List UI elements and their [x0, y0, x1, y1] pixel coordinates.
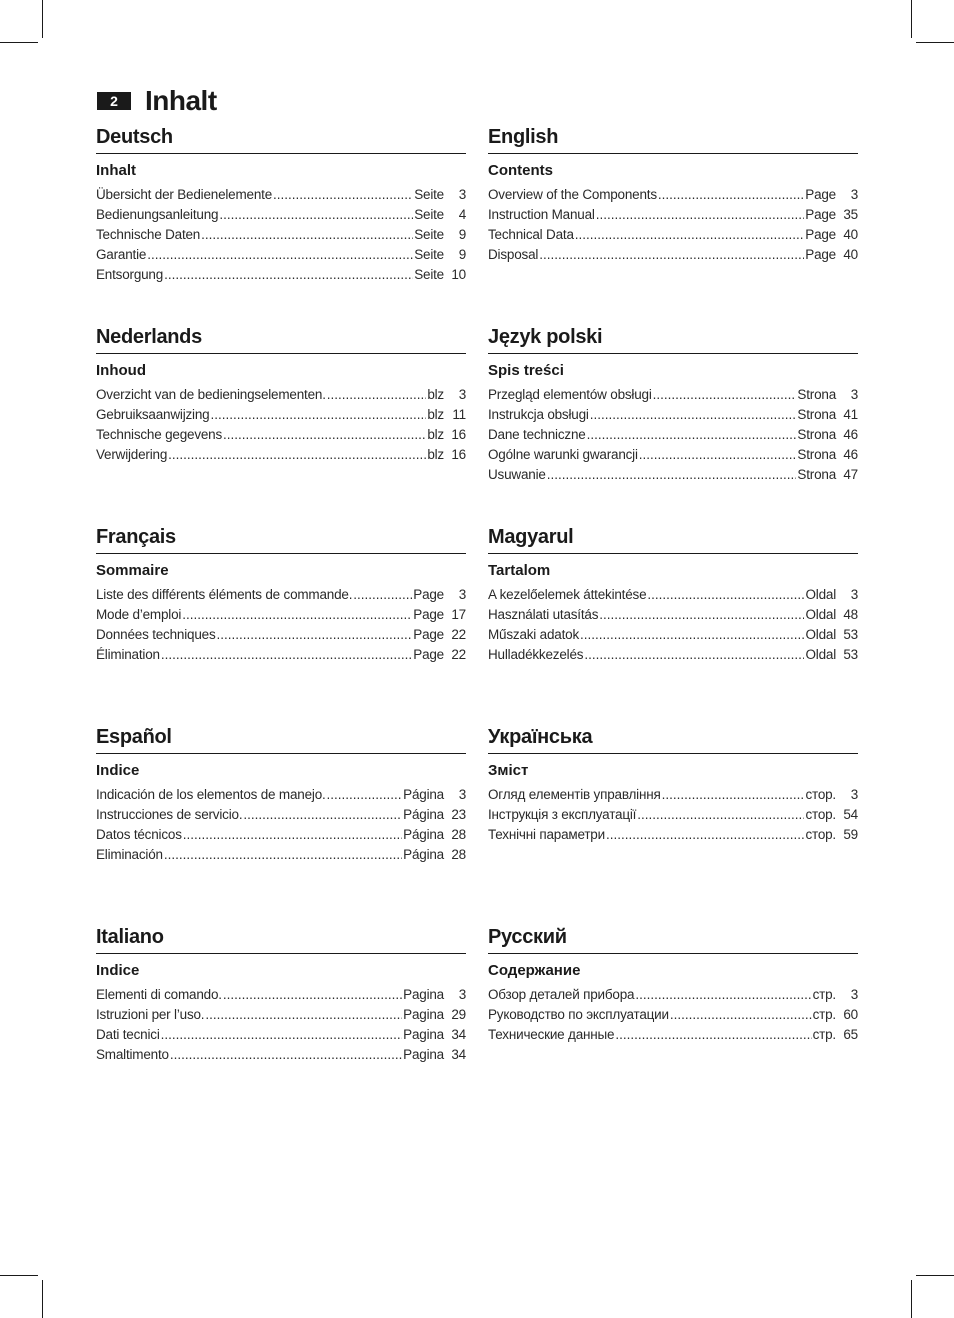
toc-entry: [96, 785, 466, 805]
toc-entry: [96, 805, 466, 825]
toc-entry-label: Műszaki adatok: [488, 627, 579, 642]
toc-entry-label: Indicación de los elementos de manejo.: [96, 787, 326, 802]
dot-leader: [670, 1005, 812, 1025]
toc-entry-label: Entsorgung: [96, 267, 164, 282]
crop-mark: [0, 1275, 38, 1276]
toc-entry: [96, 205, 466, 225]
toc-entry: [488, 205, 858, 225]
dot-leader: [547, 465, 797, 485]
toc-entry: [488, 465, 858, 485]
dot-leader: [201, 225, 413, 245]
toc-entry-page-word: стор.: [805, 807, 836, 822]
crop-mark: [42, 0, 43, 38]
toc-entry: [488, 225, 858, 245]
toc-entry-page-number: 59: [843, 827, 858, 842]
toc-entry-page-number: 3: [458, 587, 466, 602]
toc-entry-page-number: 10: [451, 267, 466, 282]
toc-entry-page-number: 3: [458, 387, 466, 402]
language-title: Українська: [488, 724, 858, 754]
toc-entry-page-number: 34: [451, 1047, 466, 1062]
toc-entry-label: Dati tecnici: [96, 1027, 160, 1042]
toc-entry-label: Руководство по эксплуатации: [488, 1007, 669, 1022]
toc-entry: [488, 825, 858, 845]
toc-entry-page-word: Pagina: [403, 987, 444, 1002]
toc-entry-label: Обзор деталей прибора: [488, 987, 635, 1002]
language-title: Język polski: [488, 324, 858, 354]
dot-leader: [183, 825, 402, 845]
toc-entry: [488, 425, 858, 445]
toc-section-espanol: [96, 724, 466, 865]
toc-entry-page-number: 28: [451, 827, 466, 842]
toc-entry-page-word: Page: [805, 207, 836, 222]
toc-entry-page-word: Page: [413, 607, 444, 622]
toc-entry-page-word: Pagina: [403, 1047, 444, 1062]
toc-entry: [96, 445, 466, 465]
language-title: Français: [96, 524, 466, 554]
dot-leader: [587, 425, 797, 445]
toc-entry: [488, 625, 858, 645]
language-title: Español: [96, 724, 466, 754]
dot-leader: [596, 205, 805, 225]
dot-leader: [353, 585, 412, 605]
toc-entry: [488, 185, 858, 205]
toc-entry-label: Eliminación: [96, 847, 163, 862]
toc-heading: Inhoud: [96, 362, 146, 379]
dot-leader: [164, 845, 402, 865]
toc-entry-label: Données techniques: [96, 627, 216, 642]
toc-entry: [96, 245, 466, 265]
dot-leader: [575, 225, 805, 245]
dot-leader: [223, 425, 426, 445]
toc-entry-page-number: 3: [850, 387, 858, 402]
dot-leader: [210, 405, 426, 425]
dot-leader: [590, 405, 797, 425]
toc-entry: [488, 445, 858, 465]
toc-entry-page-number: 16: [451, 447, 466, 462]
toc-entry-page-word: Page: [413, 647, 444, 662]
language-title: Italiano: [96, 924, 466, 954]
toc-entry-label: Dane techniczne: [488, 427, 586, 442]
toc-entry-label: Mode d’emploi: [96, 607, 182, 622]
toc-entry: [96, 825, 466, 845]
toc-entry-page-word: Pagina: [403, 1007, 444, 1022]
toc-section-francais: [96, 524, 466, 665]
toc-entry-page-number: 47: [843, 467, 858, 482]
toc-entry-page-word: blz: [427, 427, 444, 442]
toc-entry-page-number: 4: [458, 207, 466, 222]
toc-entry-page-number: 48: [843, 607, 858, 622]
toc-entry-page-word: стр.: [812, 1007, 836, 1022]
toc-entry-label: Élimination: [96, 647, 160, 662]
language-title: Magyarul: [488, 524, 858, 554]
toc-entry-page-word: Oldal: [805, 587, 836, 602]
toc-entry-page-number: 23: [451, 807, 466, 822]
toc-entry-page-number: 3: [850, 187, 858, 202]
toc-entry-page-number: 34: [451, 1027, 466, 1042]
toc-entry-page-number: 3: [458, 187, 466, 202]
toc-entry-page-number: 53: [843, 647, 858, 662]
dot-leader: [584, 645, 804, 665]
toc-section-deutsch: [96, 124, 466, 285]
dot-leader: [182, 605, 412, 625]
language-title: Deutsch: [96, 124, 466, 154]
toc-entry-page-word: Seite: [414, 227, 444, 242]
toc-entry-label: Bedienungsanleitung: [96, 207, 219, 222]
toc-entry-page-word: стр.: [812, 1027, 836, 1042]
toc-entry-page-number: 3: [458, 987, 466, 1002]
dot-leader: [161, 1025, 403, 1045]
toc-section-english: [488, 124, 858, 265]
toc-entry: [96, 1025, 466, 1045]
dot-leader: [219, 205, 413, 225]
toc-entry-label: Instruction Manual: [488, 207, 595, 222]
toc-entry-page-number: 11: [452, 407, 466, 422]
toc-entry-page-word: Page: [805, 227, 836, 242]
crop-mark: [911, 1280, 912, 1318]
toc-entry: [488, 605, 858, 625]
language-title: English: [488, 124, 858, 154]
toc-entry-page-word: Strona: [797, 447, 836, 462]
toc-entry-page-word: Pagina: [403, 1027, 444, 1042]
toc-entry: [96, 1005, 466, 1025]
dot-leader: [170, 1045, 402, 1065]
toc-entry-label: Disposal: [488, 247, 539, 262]
toc-entry-label: Übersicht der Bedienelemente: [96, 187, 273, 202]
toc-heading: Tartalom: [488, 562, 551, 579]
toc-entry-page-word: Oldal: [805, 647, 836, 662]
toc-entry: [488, 385, 858, 405]
toc-entry: [488, 1025, 858, 1045]
toc-entry-page-number: 3: [850, 787, 858, 802]
toc-heading: Indice: [96, 762, 140, 779]
toc-entry-page-number: 17: [451, 607, 466, 622]
toc-entry-page-number: 3: [850, 587, 858, 602]
toc-entry-page-number: 3: [850, 987, 858, 1002]
toc-entry-page-number: 53: [843, 627, 858, 642]
toc-section-russian: [488, 924, 858, 1045]
toc-entry-label: Smaltimento: [96, 1047, 169, 1062]
toc-entry-page-word: Strona: [797, 427, 836, 442]
dot-leader: [164, 265, 413, 285]
toc-entry-label: Technische Daten: [96, 227, 201, 242]
page-title: Inhalt: [145, 85, 217, 116]
toc-entry-label: Огляд елементів управління: [488, 787, 661, 802]
toc-heading: Содержание: [488, 962, 581, 979]
toc-entry-page-number: 46: [843, 447, 858, 462]
toc-entry-page-word: Page: [413, 587, 444, 602]
toc-entry: [96, 585, 466, 605]
dot-leader: [658, 185, 804, 205]
toc-entry-page-number: 9: [458, 227, 466, 242]
dot-leader: [273, 185, 413, 205]
language-title: Nederlands: [96, 324, 466, 354]
toc-entry: [488, 985, 858, 1005]
toc-entry: [96, 985, 466, 1005]
dot-leader: [168, 445, 426, 465]
toc-entry-label: Usuwanie: [488, 467, 546, 482]
toc-entry-page-word: blz: [427, 447, 444, 462]
toc-entry-page-word: стор.: [805, 787, 836, 802]
toc-entry-label: Hulladékkezelés: [488, 647, 584, 662]
toc-entry-label: Elementi di comando.: [96, 987, 222, 1002]
toc-entry: [96, 225, 466, 245]
dot-leader: [647, 585, 804, 605]
toc-entry-page-word: Strona: [797, 387, 836, 402]
toc-entry: [488, 645, 858, 665]
toc-entry-page-word: Seite: [414, 207, 444, 222]
toc-section-ukrainian: [488, 724, 858, 845]
dot-leader: [327, 785, 403, 805]
crop-mark: [916, 42, 954, 43]
toc-entry-label: Használati utasítás: [488, 607, 599, 622]
toc-entry-label: Overview of the Components: [488, 187, 657, 202]
toc-entry: [96, 645, 466, 665]
dot-leader: [639, 445, 797, 465]
dot-leader: [615, 1025, 811, 1045]
toc-entry-page-word: blz: [427, 387, 444, 402]
dot-leader: [539, 245, 804, 265]
toc-entry-page-word: Page: [805, 187, 836, 202]
toc-entry-page-word: Seite: [414, 187, 444, 202]
toc-entry-page-number: 41: [843, 407, 858, 422]
toc-entry-label: Instrukcja obsługi: [488, 407, 589, 422]
dot-leader: [662, 785, 805, 805]
toc-entry-label: Istruzioni per l’uso.: [96, 1007, 205, 1022]
toc-entry-label: Ogólne warunki gwarancji: [488, 447, 638, 462]
toc-entry-page-word: Página: [403, 827, 444, 842]
toc-entry-label: Technical Data: [488, 227, 574, 242]
toc-entry: [96, 385, 466, 405]
toc-section-polski: [488, 324, 858, 485]
dot-leader: [606, 825, 804, 845]
toc-entry-label: Garantie: [96, 247, 147, 262]
toc-heading: Зміст: [488, 762, 529, 779]
toc-entry-label: Verwijdering: [96, 447, 168, 462]
toc-entry: [96, 405, 466, 425]
toc-entry-page-number: 35: [843, 207, 858, 222]
crop-mark: [42, 1280, 43, 1318]
toc-entry-page-number: 3: [458, 787, 466, 802]
toc-entry-page-number: 9: [458, 247, 466, 262]
toc-entry: [96, 1045, 466, 1065]
toc-entry: [96, 425, 466, 445]
toc-section-nederlands: [96, 324, 466, 465]
toc-entry-page-number: 22: [451, 627, 466, 642]
toc-entry: [488, 405, 858, 425]
toc-entry: [488, 245, 858, 265]
page-number-badge: 2: [97, 92, 131, 110]
toc-entry-page-number: 28: [451, 847, 466, 862]
dot-leader: [580, 625, 804, 645]
toc-entry-page-number: 60: [843, 1007, 858, 1022]
toc-entry-label: Przegląd elementów obsługi: [488, 387, 652, 402]
toc-heading: Spis treści: [488, 362, 564, 379]
crop-mark: [911, 0, 912, 38]
toc-entry-label: Інструкція з експлуатації: [488, 807, 637, 822]
toc-entry-label: Technische gegevens: [96, 427, 223, 442]
toc-entry-page-word: Página: [403, 787, 444, 802]
toc-entry-label: Instrucciones de servicio.: [96, 807, 243, 822]
toc-entry: [488, 1005, 858, 1025]
toc-entry: [96, 185, 466, 205]
toc-entry: [96, 265, 466, 285]
toc-entry-page-number: 16: [451, 427, 466, 442]
toc-entry: [96, 845, 466, 865]
toc-entry-page-number: 29: [451, 1007, 466, 1022]
toc-entry-label: Gebruiksaanwijzing: [96, 407, 210, 422]
toc-entry-label: A kezelőelemek áttekintése: [488, 587, 647, 602]
toc-entry-label: Технические данные: [488, 1027, 615, 1042]
toc-entry: [96, 605, 466, 625]
dot-leader: [205, 1005, 402, 1025]
dot-leader: [243, 805, 402, 825]
toc-entry-page-word: Page: [413, 627, 444, 642]
toc-entry-page-word: Seite: [414, 247, 444, 262]
toc-entry-page-word: Oldal: [805, 607, 836, 622]
dot-leader: [653, 385, 797, 405]
toc-heading: Sommaire: [96, 562, 169, 579]
toc-entry-page-number: 40: [843, 247, 858, 262]
toc-entry-page-word: Strona: [797, 407, 836, 422]
toc-entry: [488, 805, 858, 825]
toc-entry-page-word: Strona: [797, 467, 836, 482]
toc-entry-page-word: стр.: [812, 987, 836, 1002]
language-title: Русский: [488, 924, 858, 954]
toc-section-italiano: [96, 924, 466, 1065]
dot-leader: [637, 805, 804, 825]
toc-entry-page-number: 40: [843, 227, 858, 242]
toc-entry-label: Datos técnicos: [96, 827, 182, 842]
toc-section-magyarul: [488, 524, 858, 665]
toc-entry-page-word: Página: [403, 847, 444, 862]
toc-entry-page-word: Page: [805, 247, 836, 262]
toc-heading: Inhalt: [96, 162, 136, 179]
toc-entry-page-word: Página: [403, 807, 444, 822]
toc-heading: Indice: [96, 962, 140, 979]
dot-leader: [217, 625, 413, 645]
toc-heading: Contents: [488, 162, 553, 179]
toc-entry: [488, 585, 858, 605]
dot-leader: [147, 245, 413, 265]
toc-entry-page-word: Oldal: [805, 627, 836, 642]
dot-leader: [635, 985, 811, 1005]
toc-entry-page-number: 22: [451, 647, 466, 662]
toc-entry-label: Технічні параметри: [488, 827, 605, 842]
dot-leader: [327, 385, 427, 405]
toc-entry: [488, 785, 858, 805]
dot-leader: [161, 645, 412, 665]
crop-mark: [0, 42, 38, 43]
toc-entry-label: Liste des différents éléments de commande.: [96, 587, 353, 602]
crop-mark: [916, 1275, 954, 1276]
toc-entry-page-word: Seite: [414, 267, 444, 282]
toc-entry-page-word: стор.: [805, 827, 836, 842]
toc-entry-page-word: blz: [427, 407, 444, 422]
toc-entry-page-number: 46: [843, 427, 858, 442]
toc-entry-label: Overzicht van de bedieningselementen.: [96, 387, 326, 402]
toc-entry-page-number: 65: [843, 1027, 858, 1042]
toc-entry: [96, 625, 466, 645]
toc-entry-page-number: 54: [843, 807, 858, 822]
dot-leader: [599, 605, 804, 625]
dot-leader: [223, 985, 402, 1005]
